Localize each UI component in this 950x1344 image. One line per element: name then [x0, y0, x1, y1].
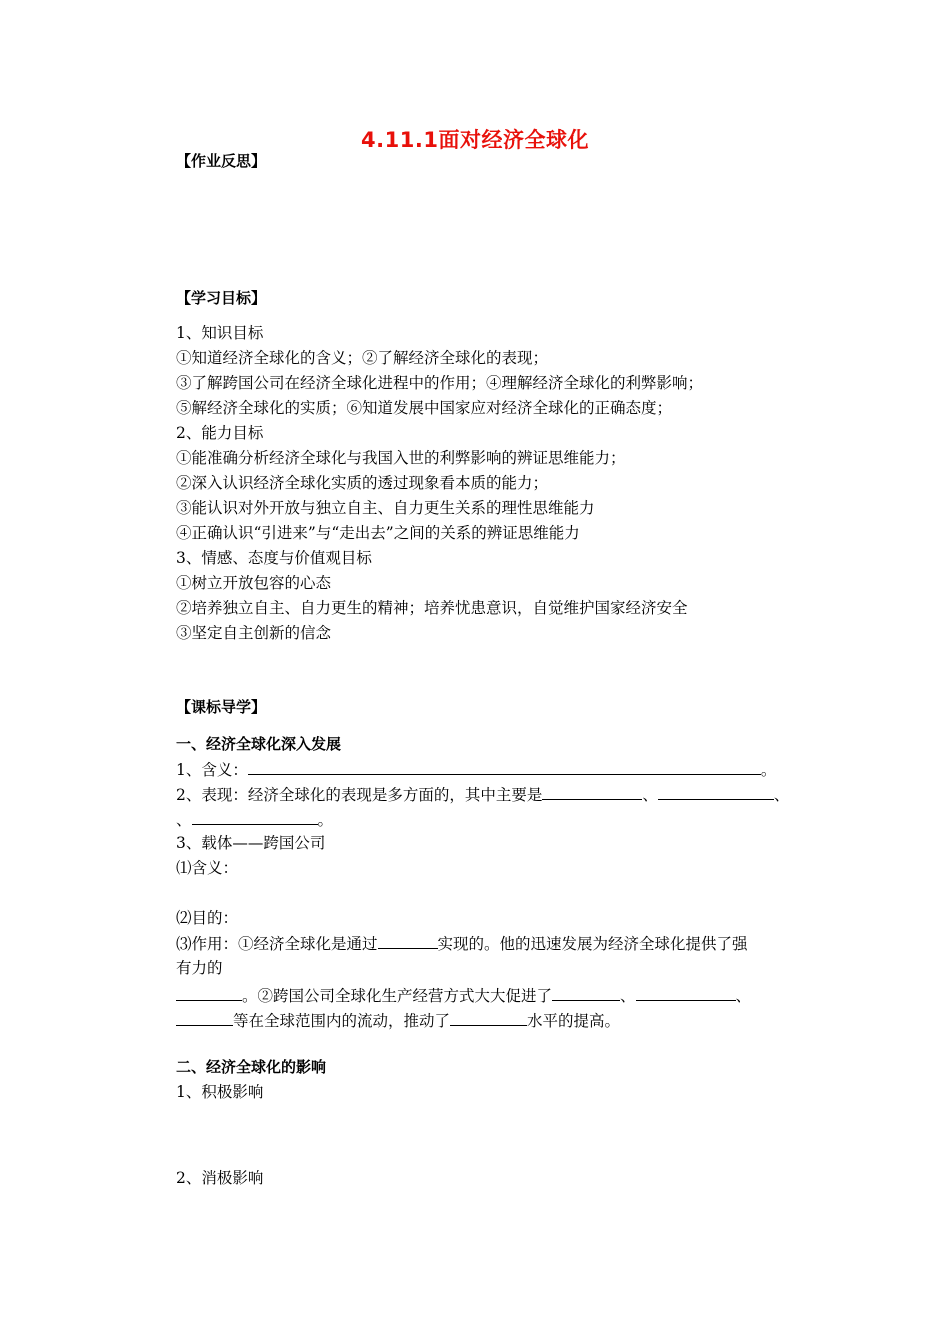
- carrier-role-line3: [176, 983, 751, 1008]
- fill-blank[interactable]: [176, 1008, 233, 1026]
- positive-impact: 1、积极影响: [176, 1083, 264, 1101]
- forms-line: [176, 782, 789, 807]
- page-title: 4.11.1面对经济全球化: [361, 128, 589, 152]
- period: 。: [760, 761, 777, 779]
- separator: 、: [773, 786, 790, 804]
- fill-blank[interactable]: [378, 931, 438, 949]
- goals-line: ①知道经济全球化的含义；②了解经济全球化的表现；: [176, 349, 549, 367]
- goals-line: ④正确认识“引进来”与“走出去”之间的关系的辨证思维能力: [176, 524, 580, 542]
- role-text: 。②跨国公司全球化生产经营方式大大促进了: [242, 987, 553, 1005]
- carrier-role-line1: [176, 931, 748, 956]
- meaning-label: 1、含义：: [176, 761, 248, 779]
- goals-line: ②深入认识经济全球化实质的透过现象看本质的能力；: [176, 474, 549, 492]
- carrier-purpose: ⑵目的：: [176, 909, 239, 927]
- goals-line: ③了解跨国公司在经济全球化进程中的作用；④理解经济全球化的利弊影响；: [176, 374, 704, 392]
- reflection-heading: 【作业反思】: [176, 152, 267, 170]
- goals-line: 3、情感、态度与价值观目标: [176, 549, 372, 567]
- goals-heading: 【学习目标】: [176, 289, 267, 307]
- negative-impact: 2、消极影响: [176, 1169, 264, 1187]
- meaning-line: [176, 757, 776, 782]
- role-text: ⑶作用：①经济全球化是通过: [176, 935, 378, 953]
- forms-line-cont: [176, 807, 333, 832]
- goals-line: ⑤解经济全球化的实质；⑥知道发展中国家应对经济全球化的正确态度；: [176, 399, 673, 417]
- goals-line: 1、知识目标: [176, 324, 264, 342]
- goals-line: ①能准确分析经济全球化与我国入世的利弊影响的辨证思维能力；: [176, 449, 626, 467]
- separator: 、: [642, 786, 658, 804]
- carrier-heading: 3、载体——跨国公司: [176, 834, 326, 852]
- role-text: 实现的。他的迅速发展为经济全球化提供了强: [437, 935, 748, 953]
- carrier-role-line4: [176, 1008, 620, 1033]
- role-text: 水平的提高。: [527, 1012, 621, 1030]
- fill-blank[interactable]: [248, 757, 761, 775]
- fill-blank[interactable]: [176, 983, 242, 1001]
- fill-blank[interactable]: [552, 983, 620, 1001]
- forms-label: 2、表现：经济全球化的表现是多方面的，其中主要是: [176, 786, 543, 804]
- role-text: 等在全球范围内的流动，推动了: [233, 1012, 451, 1030]
- section2-heading: 二、经济全球化的影响: [176, 1058, 327, 1076]
- fill-blank[interactable]: [658, 782, 774, 800]
- guide-heading: 【课标导学】: [176, 698, 267, 716]
- fill-blank[interactable]: [450, 1008, 527, 1026]
- carrier-meaning: ⑴含义：: [176, 859, 239, 877]
- period: 。: [317, 811, 334, 829]
- separator: 、: [620, 987, 636, 1005]
- separator: 、: [176, 811, 192, 829]
- goals-line: 2、能力目标: [176, 424, 264, 442]
- goals-line: ①树立开放包容的心态: [176, 574, 332, 592]
- fill-blank[interactable]: [192, 807, 318, 825]
- goals-line: ③能认识对外开放与独立自主、自力更生关系的理性思维能力: [176, 499, 595, 517]
- separator: 、: [735, 987, 752, 1005]
- carrier-role-line2: 有力的: [176, 959, 223, 977]
- fill-blank[interactable]: [636, 983, 736, 1001]
- fill-blank[interactable]: [542, 782, 642, 800]
- goals-line: ②培养独立自主、自力更生的精神；培养忧患意识，自觉维护国家经济安全: [176, 599, 688, 617]
- goals-line: ③坚定自主创新的信念: [176, 624, 332, 642]
- section1-heading: 一、经济全球化深入发展: [176, 735, 342, 753]
